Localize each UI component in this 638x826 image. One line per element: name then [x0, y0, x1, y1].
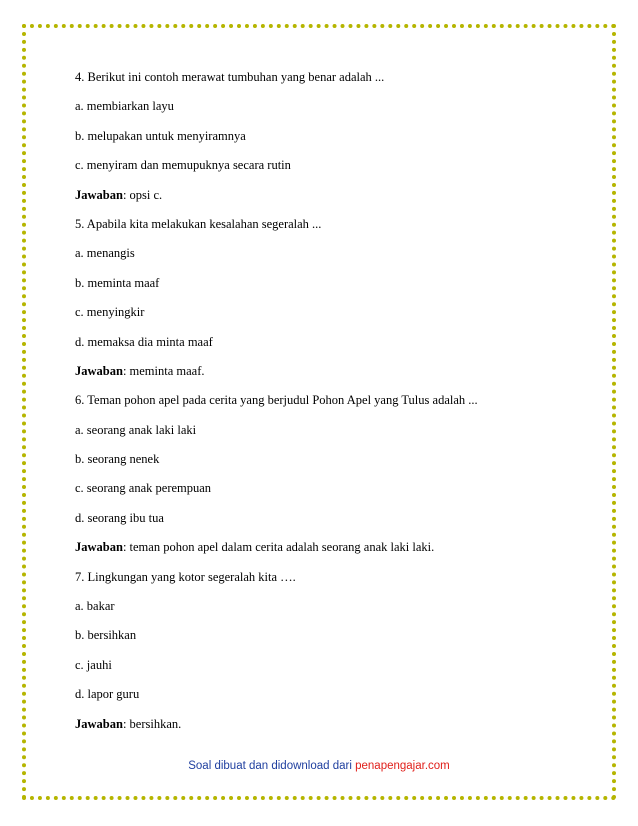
- question-5-option-a: a. menangis: [75, 246, 135, 261]
- question-7-option-c: c. jauhi: [75, 657, 112, 672]
- question-5: 5. Apabila kita melakukan kesalahan segeralah ...: [75, 216, 322, 231]
- footer-text: Soal dibuat dan didownload dari: [188, 760, 356, 772]
- question-6-option-d: d. seorang ibu tua: [75, 510, 164, 525]
- question-6-answer: Jawaban: teman pohon apel dalam cerita adalah seorang anak laki laki.: [75, 540, 435, 555]
- footer-site-link[interactable]: penapengajar.com: [355, 760, 450, 772]
- answer-label: Jawaban: [75, 187, 123, 202]
- page-footer: [0, 760, 638, 772]
- question-6: 6. Teman pohon apel pada cerita yang berjudul Pohon Apel yang Tulus adalah ...: [75, 393, 478, 408]
- question-5-option-c: c. menyingkir: [75, 305, 145, 320]
- question-5-answer: Jawaban: meminta maaf.: [75, 363, 205, 378]
- question-7-option-b: b. bersihkan: [75, 628, 137, 643]
- question-4: 4. Berikut ini contoh merawat tumbuhan yang benar adalah ...: [75, 70, 385, 84]
- question-7-option-a: a. bakar: [75, 599, 115, 614]
- question-4-answer: Jawaban: opsi c.: [75, 187, 163, 202]
- answer-label: Jawaban: [75, 363, 123, 378]
- question-4-option-c: c. menyiram dan memupuknya secara rutin: [75, 158, 291, 173]
- question-5-option-d: d. memaksa dia minta maaf: [75, 334, 213, 349]
- answer-label: Jawaban: [75, 540, 123, 555]
- question-6-option-c: c. seorang anak perempuan: [75, 481, 212, 496]
- answer-label: Jawaban: [75, 716, 123, 731]
- question-6-option-a: a. seorang anak laki laki: [75, 422, 197, 437]
- question-7-answer: Jawaban: bersihkan.: [75, 716, 182, 731]
- question-7: 7. Lingkungan yang kotor segeralah kita ….: [75, 569, 296, 584]
- question-7-option-d: d. lapor guru: [75, 687, 140, 702]
- question-4-option-b: b. melupakan untuk menyiramnya: [75, 128, 246, 143]
- question-5-option-b: b. meminta maaf: [75, 275, 160, 290]
- document-body: [75, 70, 585, 746]
- question-6-option-b: b. seorang nenek: [75, 452, 160, 467]
- question-4-option-a: a. membiarkan layu: [75, 99, 174, 114]
